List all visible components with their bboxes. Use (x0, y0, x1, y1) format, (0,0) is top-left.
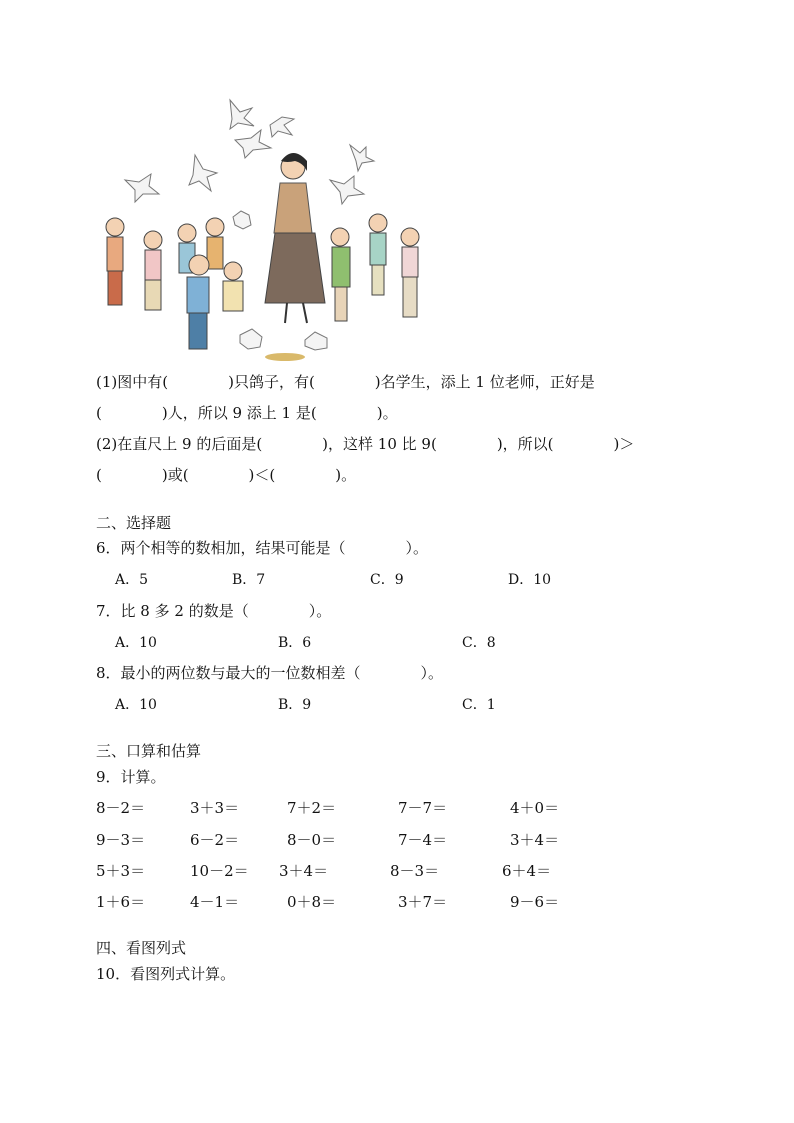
q7-option-c[interactable]: C．8 (462, 635, 496, 651)
teacher-children-doves-illustration (95, 95, 435, 363)
calc-item: 6＋4＝ (502, 862, 552, 880)
calc-item: 9－6＝ (510, 893, 560, 911)
q5-line-1: (1)图中有( )只鸽子，有( )名学生，添上 1 位老师，正好是 (96, 373, 595, 391)
q9-stem: 9．计算。 (96, 768, 166, 786)
calc-item: 4＋0＝ (510, 799, 560, 817)
section-heading-picture-equation: 四、看图列式 (96, 939, 187, 957)
calc-item: 9－3＝ (96, 831, 146, 849)
calc-item: 0＋8＝ (287, 893, 337, 911)
calc-item: 7－7＝ (398, 799, 448, 817)
calc-item: 3＋4＝ (279, 862, 329, 880)
q10-stem: 10．看图列式计算。 (96, 965, 236, 983)
calc-item: 7－4＝ (398, 831, 448, 849)
q6-stem: 6．两个相等的数相加，结果可能是（ ）。 (96, 539, 429, 557)
calc-item: 3＋7＝ (398, 893, 448, 911)
q7-stem: 7．比 8 多 2 的数是（ ）。 (96, 602, 332, 620)
calc-item: 6－2＝ (190, 831, 240, 849)
calc-item: 8－0＝ (287, 831, 337, 849)
q8-option-b[interactable]: B．9 (278, 697, 312, 713)
calc-item: 8－3＝ (390, 862, 440, 880)
calc-item: 3＋4＝ (510, 831, 560, 849)
calc-item: 3＋3＝ (190, 799, 240, 817)
q6-option-d[interactable]: D．10 (508, 572, 552, 588)
q8-stem: 8．最小的两位数与最大的一位数相差（ ）。 (96, 664, 444, 682)
calc-item: 1＋6＝ (96, 893, 146, 911)
q7-option-b[interactable]: B．6 (278, 635, 312, 651)
teacher-icon (265, 153, 325, 323)
calc-item: 7＋2＝ (287, 799, 337, 817)
q7-option-a[interactable]: A．10 (115, 635, 157, 651)
calc-item: 10－2＝ (190, 862, 249, 880)
section-heading-mental-math: 三、口算和估算 (96, 742, 202, 760)
q5-line-4: ( )或( )＜( )。 (96, 466, 357, 484)
section-heading-choice: 二、选择题 (96, 514, 172, 532)
q8-option-a[interactable]: A．10 (115, 697, 157, 713)
q5-line-3: (2)在直尺上 9 的后面是( )，这样 10 比 9( )，所以( )＞ (96, 435, 635, 453)
q8-option-c[interactable]: C．1 (462, 697, 496, 713)
calc-item: 8－2＝ (96, 799, 146, 817)
q5-line-2: ( )人，所以 9 添上 1 是( )。 (96, 404, 398, 422)
q6-option-b[interactable]: B．7 (232, 572, 266, 588)
calc-item: 4－1＝ (190, 893, 240, 911)
child-icon (106, 214, 419, 349)
calc-item: 5＋3＝ (96, 862, 146, 880)
q6-option-c[interactable]: C．9 (370, 572, 404, 588)
q6-option-a[interactable]: A．5 (115, 572, 149, 588)
